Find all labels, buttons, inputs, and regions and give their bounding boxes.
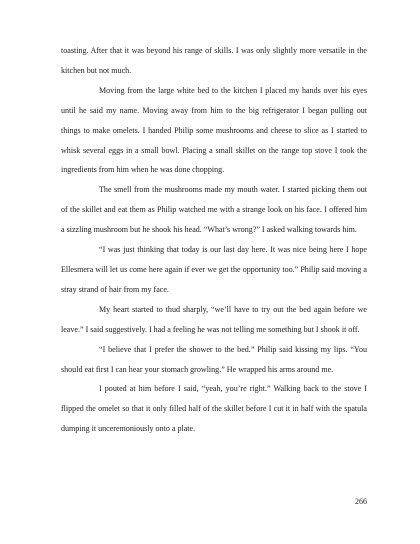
paragraph: The smell from the mushrooms made my mouth water. I started picking them out of the skillet and eat them as Philip watched me with a strange look on his face. I offered him a sizzling mushroom but he shook his head. “What’s wrong?” I asked walking towards him.	[61, 185, 367, 235]
body-text	[61, 41, 367, 439]
paragraph: “I believe that I prefer the shower to the bed.” Philip said kissing my lips. “You should eat first I can hear your stomach growling.” He wrapped his arms around me.	[61, 344, 367, 374]
paragraph-continued: toasting. After that it was beyond his range of skills. I was only slightly more versatile in the kitchen but not much.	[61, 46, 367, 75]
paragraph: My heart started to thud sharply, “we’ll have to try out the bed again before we leave.” I said suggestively. I had a feeling he was not telling me something but I shook it off.	[61, 304, 367, 334]
paragraph: I pouted at him before I said, “yeah, you’re right.” Walking back to the stove I flipped the omelet so that it only filled half of the skillet before I cut it in half with the spatula dumping it unceremoniously onto a plate.	[61, 384, 367, 434]
paragraph: Moving from the large white bed to the kitchen I placed my hands over his eyes until he said my name. Moving away from him to the big refrigerator I began pulling out things to make omelets. I handed Philip some mushrooms and cheese to slice as I started to whisk several eggs in a small bowl. Placing a small skillet on the range top stove I took the ingredients from him when he was done chopping.	[61, 85, 367, 175]
page-number: 266	[355, 497, 367, 506]
paragraph: “I was just thinking that today is our last day here. It was nice being here I hope Ellesmera will let us come here again if ever we get the opportunity too.” Philip said moving a stray strand of hair from my face.	[61, 245, 367, 294]
